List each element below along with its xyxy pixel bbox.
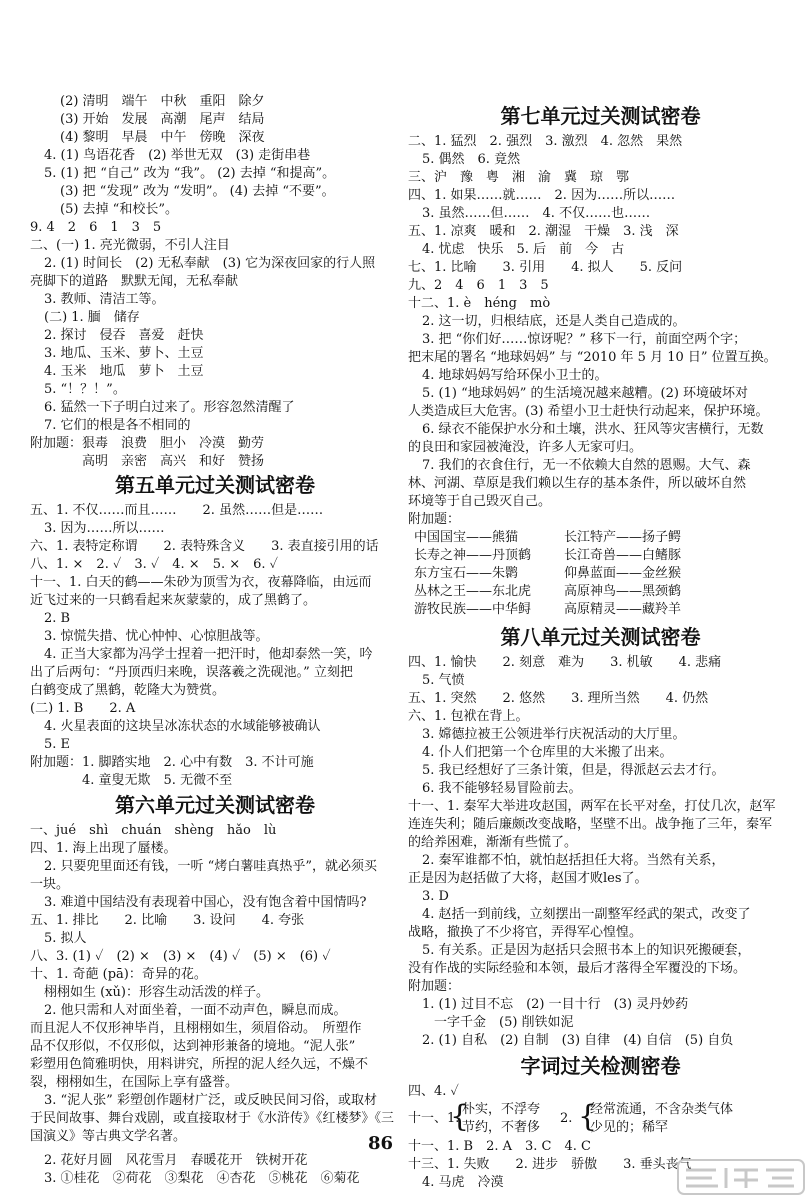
answer-line: 国演义》等古典文学名著。 [30, 1129, 187, 1144]
answer-line: 高明 亲密 高兴 和好 赞扬 [82, 454, 265, 469]
matching-left: 东方宝石——朱鹮 [414, 566, 519, 581]
answer-line: 2. 秦军谁都不怕，就怕赵括担任大将。当然有关系， [422, 853, 725, 868]
answer-line: 4. 童叟无欺 5. 无微不至 [82, 773, 233, 788]
unit7-title: 第七单元过关测试密卷 [500, 104, 701, 128]
answer-line: 6. 绿衣不能保护水分和土壤，洪水、狂风等灾害横行，无数 [422, 422, 764, 437]
answer-line: 5. “！？！”。 [44, 382, 126, 397]
answer-line: 二、(一) 1. 亮光微弱，不引人注目 [30, 238, 230, 253]
answer-line: 2. [560, 1111, 573, 1126]
answer-line: (5) 去掉 “和校长”。 [60, 202, 178, 217]
answer-line: 4. 火星表面的这块呈冰冻状态的水域能够被确认 [44, 719, 321, 734]
answer-line: 2. (1) 时间长 (2) 无私奉献 (3) 它为深夜回家的行人照 [44, 256, 376, 271]
answer-line: 十、1. 奇葩 (pā)：奇异的花。 [30, 967, 207, 982]
answer-line: 5. E [44, 737, 71, 752]
answer-line: 九、2 4 6 1 3 5 [408, 278, 549, 293]
answer-line: 十一、1. 白天的鹤——朱砂为顶雪为衣，夜幕降临，由远而 [30, 575, 372, 590]
answer-line: 五、1. 凉爽 暖和 2. 潮湿 干燥 3. 浅 深 [408, 224, 679, 239]
answer-line: (二) 1. B 2. A [30, 701, 136, 716]
answer-line: 三、沪 豫 粤 湘 渝 冀 琼 鄂 [408, 170, 630, 185]
matching-left: 长寿之神——丹顶鹤 [414, 548, 532, 563]
vocab-title: 字词过关检测密卷 [520, 1054, 681, 1078]
answer-line: 5. 气愤 [422, 673, 465, 688]
answer-line: 而且泥人不仅形神毕肖，且栩栩如生，须眉俗动。 所塑作 [30, 1021, 362, 1036]
answer-line: 3. 惊慌失措、忧心忡忡、心惊胆战等。 [44, 629, 269, 644]
answer-line: 附加题： [408, 512, 461, 527]
answer-line: 7. 我们的衣食住行，无一不依赖大自然的恩赐。大气、森 [422, 458, 751, 473]
answer-line: 六、1. 包袱在背上。 [408, 709, 529, 724]
answer-line: 七、1. 比喻 3. 引用 4. 拟人 5. 反问 [408, 260, 683, 275]
answer-line: 2. 花好月圆 风花雪月 春暖花开 铁树开花 [44, 1153, 308, 1168]
answer-line: 3. 嫦德拉被王公领进举行庆祝活动的大厅里。 [422, 727, 686, 742]
brace-icon: { [450, 1099, 470, 1134]
answer-line: 3. 因为……所以…… [44, 521, 165, 536]
matching-left: 丛林之王——东北虎 [414, 584, 532, 599]
answer-line: 环境等于自己毁灭自己。 [408, 494, 552, 509]
answer-line: 二、1. 猛烈 2. 强烈 3. 激烈 4. 忽然 果然 [408, 134, 683, 149]
answer-line: (3) 开始 发展 高潮 尾声 结局 [60, 112, 265, 127]
answer-line: 十二、1. è héng mò [408, 296, 551, 311]
answer-line: 5. 有关系。正是因为赵括只会照书本上的知识死搬硬套， [422, 943, 751, 958]
answer-line: 五、1. 不仅……而且…… 2. 虽然……但是…… [30, 503, 324, 518]
answer-line: 7. 它们的根是各不相同的 [44, 418, 191, 433]
answer-line: 十一、1. [408, 1111, 460, 1126]
answer-line: 附加题：1. 脚踏实地 2. 心中有数 3. 不计可施 [30, 755, 314, 770]
answer-line: 十一、1. 秦军大举进攻赵国，两军在长平对垒，打仗几次，赵军 [408, 799, 776, 814]
answer-line: 3. 虽然……但…… 4. 不仅……也…… [422, 206, 651, 221]
answer-line: 近飞过来的一只鹤看起来灰蒙蒙的，成了黑鹤了。 [30, 593, 317, 608]
answer-line: 出了后两句：“丹顶西归来晚，误落羲之洗砚池。” 立刻把 [30, 665, 353, 680]
answer-line: 栩栩如生 (xǔ)：形容生动活泼的样子。 [44, 985, 269, 1000]
answer-line: 十一、1. B 2. A 3. C 4. C [408, 1139, 591, 1154]
answer-line: 白鹤变成了黑鹤，乾隆大为赞赏。 [30, 683, 226, 698]
answer-line: (2) 清明 端午 中秋 重阳 除夕 [60, 94, 265, 109]
answer-line: 4. 赵括一到前线，立刻摆出一副整军经武的架式，改变了 [422, 907, 751, 922]
answer-line: 6. 猛然一下子明白过来了。形容忽然清醒了 [44, 400, 295, 415]
answer-line: 林、河湖、草原是我们赖以生存的基本条件，所以破坏自然 [408, 476, 747, 491]
answer-line: 八、1. × 2. ✓ 3. ✓ 4. × 5. × 6. ✓ [30, 557, 279, 572]
answer-line: 4. 地球妈妈写给环保小卫士的。 [422, 368, 608, 383]
unit6-title: 第六单元过关测试密卷 [115, 793, 315, 817]
matching-right: 仰鼻蓝面——金丝猴 [564, 566, 682, 581]
answer-line: 四、1. 海上出现了蜃楼。 [30, 841, 177, 856]
answer-line: 1. (1) 过目不忘 (2) 一目十行 (3) 灵丹妙药 [422, 997, 689, 1012]
answer-line: 3. ①桂花 ②荷花 ③梨花 ④杏花 ⑤桃花 ⑥菊花 [44, 1171, 360, 1186]
brace-icon: { [578, 1099, 598, 1134]
answer-line: 6. 我不能够轻易冒险前去。 [422, 781, 582, 796]
answer-line: 八、3. (1) ✓ (2) × (3) × (4) ✓ (5) × (6) ✓ [30, 949, 331, 964]
answer-line: 一、jué shì chuán shèng hǎo lù [30, 823, 277, 838]
answer-line: (3) 把 “发现” 改为 “发明”。 (4) 去掉 “不要”。 [60, 184, 335, 199]
unit8-title: 第八单元过关测试密卷 [500, 625, 701, 649]
answer-line: 六、1. 表特定称谓 2. 表特殊含义 3. 表直接引用的话 [30, 539, 379, 554]
answer-line: 朴实，不浮夸 [462, 1102, 541, 1117]
answer-line: 四、4. ✓ [408, 1084, 459, 1099]
answer-line: 品不仅形似，不仅形似，达到神形兼备的境地。“泥人张” [30, 1039, 356, 1054]
answer-line: 2. 他只需和人对面坐着，一面不动声色，瞬息而成。 [44, 1003, 347, 1018]
answer-line: 于民间故事、舞台戏剧，或直接取材于《水浒传》《红楼梦》《三 [30, 1111, 395, 1126]
answer-line: 一块。 [30, 877, 70, 892]
answer-line: 5. 拟人 [44, 931, 87, 946]
answer-line: 2. 探讨 侵吞 喜爱 赶快 [44, 328, 204, 343]
answer-line: 5. (1) 把 “自己” 改为 “我”。 (2) 去掉 “和提高”。 [44, 166, 336, 181]
answer-line: 亮脚下的道路 默默无闻，无私奉献 [30, 274, 239, 289]
answer-line: 4. 玉米 地瓜 萝卜 土豆 [44, 364, 204, 379]
answer-line: 附加题：狠毒 浪费 胆小 冷漠 勤劳 [30, 436, 265, 451]
answer-line: 4. 忧虑 快乐 5. 后 前 今 古 [422, 242, 625, 257]
matching-right: 高原神鸟——黑颈鹤 [564, 584, 682, 599]
matching-left: 游牧民族——中华鲟 [414, 602, 532, 617]
answer-line: 把末尾的署名 “地球妈妈” 与 “2010 年 5 月 10 日” 位置互换。 [408, 350, 777, 365]
page-number: 86 [368, 1133, 394, 1154]
unit5-title: 第五单元过关测试密卷 [115, 473, 315, 497]
answer-line: 4. 马虎 冷漠 [422, 1175, 504, 1190]
answer-line: 彩塑用色简雅明快，用料讲究，所捏的泥人经久远，不燥不 [30, 1057, 369, 1072]
answer-line: 2. 这一切，归根结底，还是人类自己造成的。 [422, 314, 686, 329]
matching-right: 高原精灵——藏羚羊 [564, 602, 682, 617]
answer-line: 2. 只要兜里面还有钱，一听 “烤白薯哇真热乎”，就必须买 [44, 859, 377, 874]
answer-line: 十三、1. 失败 2. 进步 骄傲 3. 垂头丧气 [408, 1157, 692, 1172]
answer-line: 连连失利；随后廉颇改变战略，坚壁不出。战争拖了三年，秦军 [408, 817, 773, 832]
answer-line: 3. “泥人张” 彩塑创作题材广泛，或反映民间习俗，或取材 [44, 1093, 377, 1108]
answer-line: 4. 仆人们把第一个仓库里的大米搬了出来。 [422, 745, 673, 760]
answer-line: 3. 教师、清洁工等。 [44, 292, 165, 307]
matching-right: 长江特产——扬子鳄 [564, 530, 682, 545]
answer-line: 五、1. 突然 2. 悠然 3. 理所当然 4. 仍然 [408, 691, 709, 706]
answer-line: 4. 正当大家都为冯学士捏着一把汗时，他却泰然一笑，吟 [44, 647, 373, 662]
answer-line: 四、1. 愉快 2. 刻意 难为 3. 机敏 4. 悲痛 [408, 655, 722, 670]
answer-line: 的良田和家园被淹没，许多人无家可归。 [408, 440, 643, 455]
answer-line: (4) 黎明 早晨 中午 傍晚 深夜 [60, 130, 265, 145]
answer-line: 节约，不奢侈 [462, 1120, 541, 1135]
answer-line: 经常流通，不含杂类气体 [590, 1102, 734, 1117]
answer-line: 战略，撤换了不少将官，弄得军心惶惶。 [408, 925, 643, 940]
answer-line: 5. 我已经想好了三条计策，但是，得派赵云去才行。 [422, 763, 725, 778]
answer-line: 正是因为赵括做了大将，赵国才败les了。 [408, 871, 648, 886]
answer-line: 少见的；稀罕 [590, 1120, 669, 1135]
answer-line: 2. B [44, 611, 71, 626]
answer-line: 的给养困难，渐渐有些慌了。 [408, 835, 578, 850]
answer-line: 裂，栩栩如生，在国际上享有盛誉。 [30, 1075, 239, 1090]
answer-line: 3. 把 “你们好……惊讶呢？” 移下一行，前面空两个字； [422, 332, 747, 347]
answer-line: 3. 难道中国结没有表现着中国心，没有饱含着中国情吗? [44, 895, 367, 910]
answer-line: 5. 偶然 6. 竟然 [422, 152, 521, 167]
matching-right: 长江奇兽——白鳍豚 [564, 548, 682, 563]
answer-line: 附加题： [408, 979, 461, 994]
answer-line: 9. 4 2 6 1 3 5 [30, 220, 162, 235]
watermark-logo-icon [676, 1158, 806, 1196]
answer-line: (二) 1. 腼 储存 [44, 310, 140, 325]
answer-line: 2. (1) 自私 (2) 自制 (3) 自律 (4) 自信 (5) 自负 [422, 1033, 734, 1048]
answer-line: 5. (1) “地球妈妈” 的生活境况越来越糟。(2) 环境破坏对 [422, 386, 749, 401]
answer-line: 四、1. 如果……就…… 2. 因为……所以…… [408, 188, 676, 203]
answer-line: 3. D [422, 889, 449, 904]
answer-line: 4. (1) 鸟语花香 (2) 举世无双 (3) 走街串巷 [44, 148, 311, 163]
answer-line: 一字千金 (5) 削铁如泥 [434, 1015, 574, 1030]
matching-left: 中国国宝——熊猫 [414, 530, 519, 545]
answer-line: 人类造成巨大危害。(3) 希望小卫士赶快行动起来，保护环境。 [408, 404, 769, 419]
answer-line: 没有作战的实际经验和本领，最后才落得全军覆没的下场。 [408, 961, 747, 976]
answer-line: 五、1. 排比 2. 比喻 3. 设问 4. 夸张 [30, 913, 305, 928]
answer-line: 3. 地瓜、玉米、萝卜、土豆 [44, 346, 204, 361]
